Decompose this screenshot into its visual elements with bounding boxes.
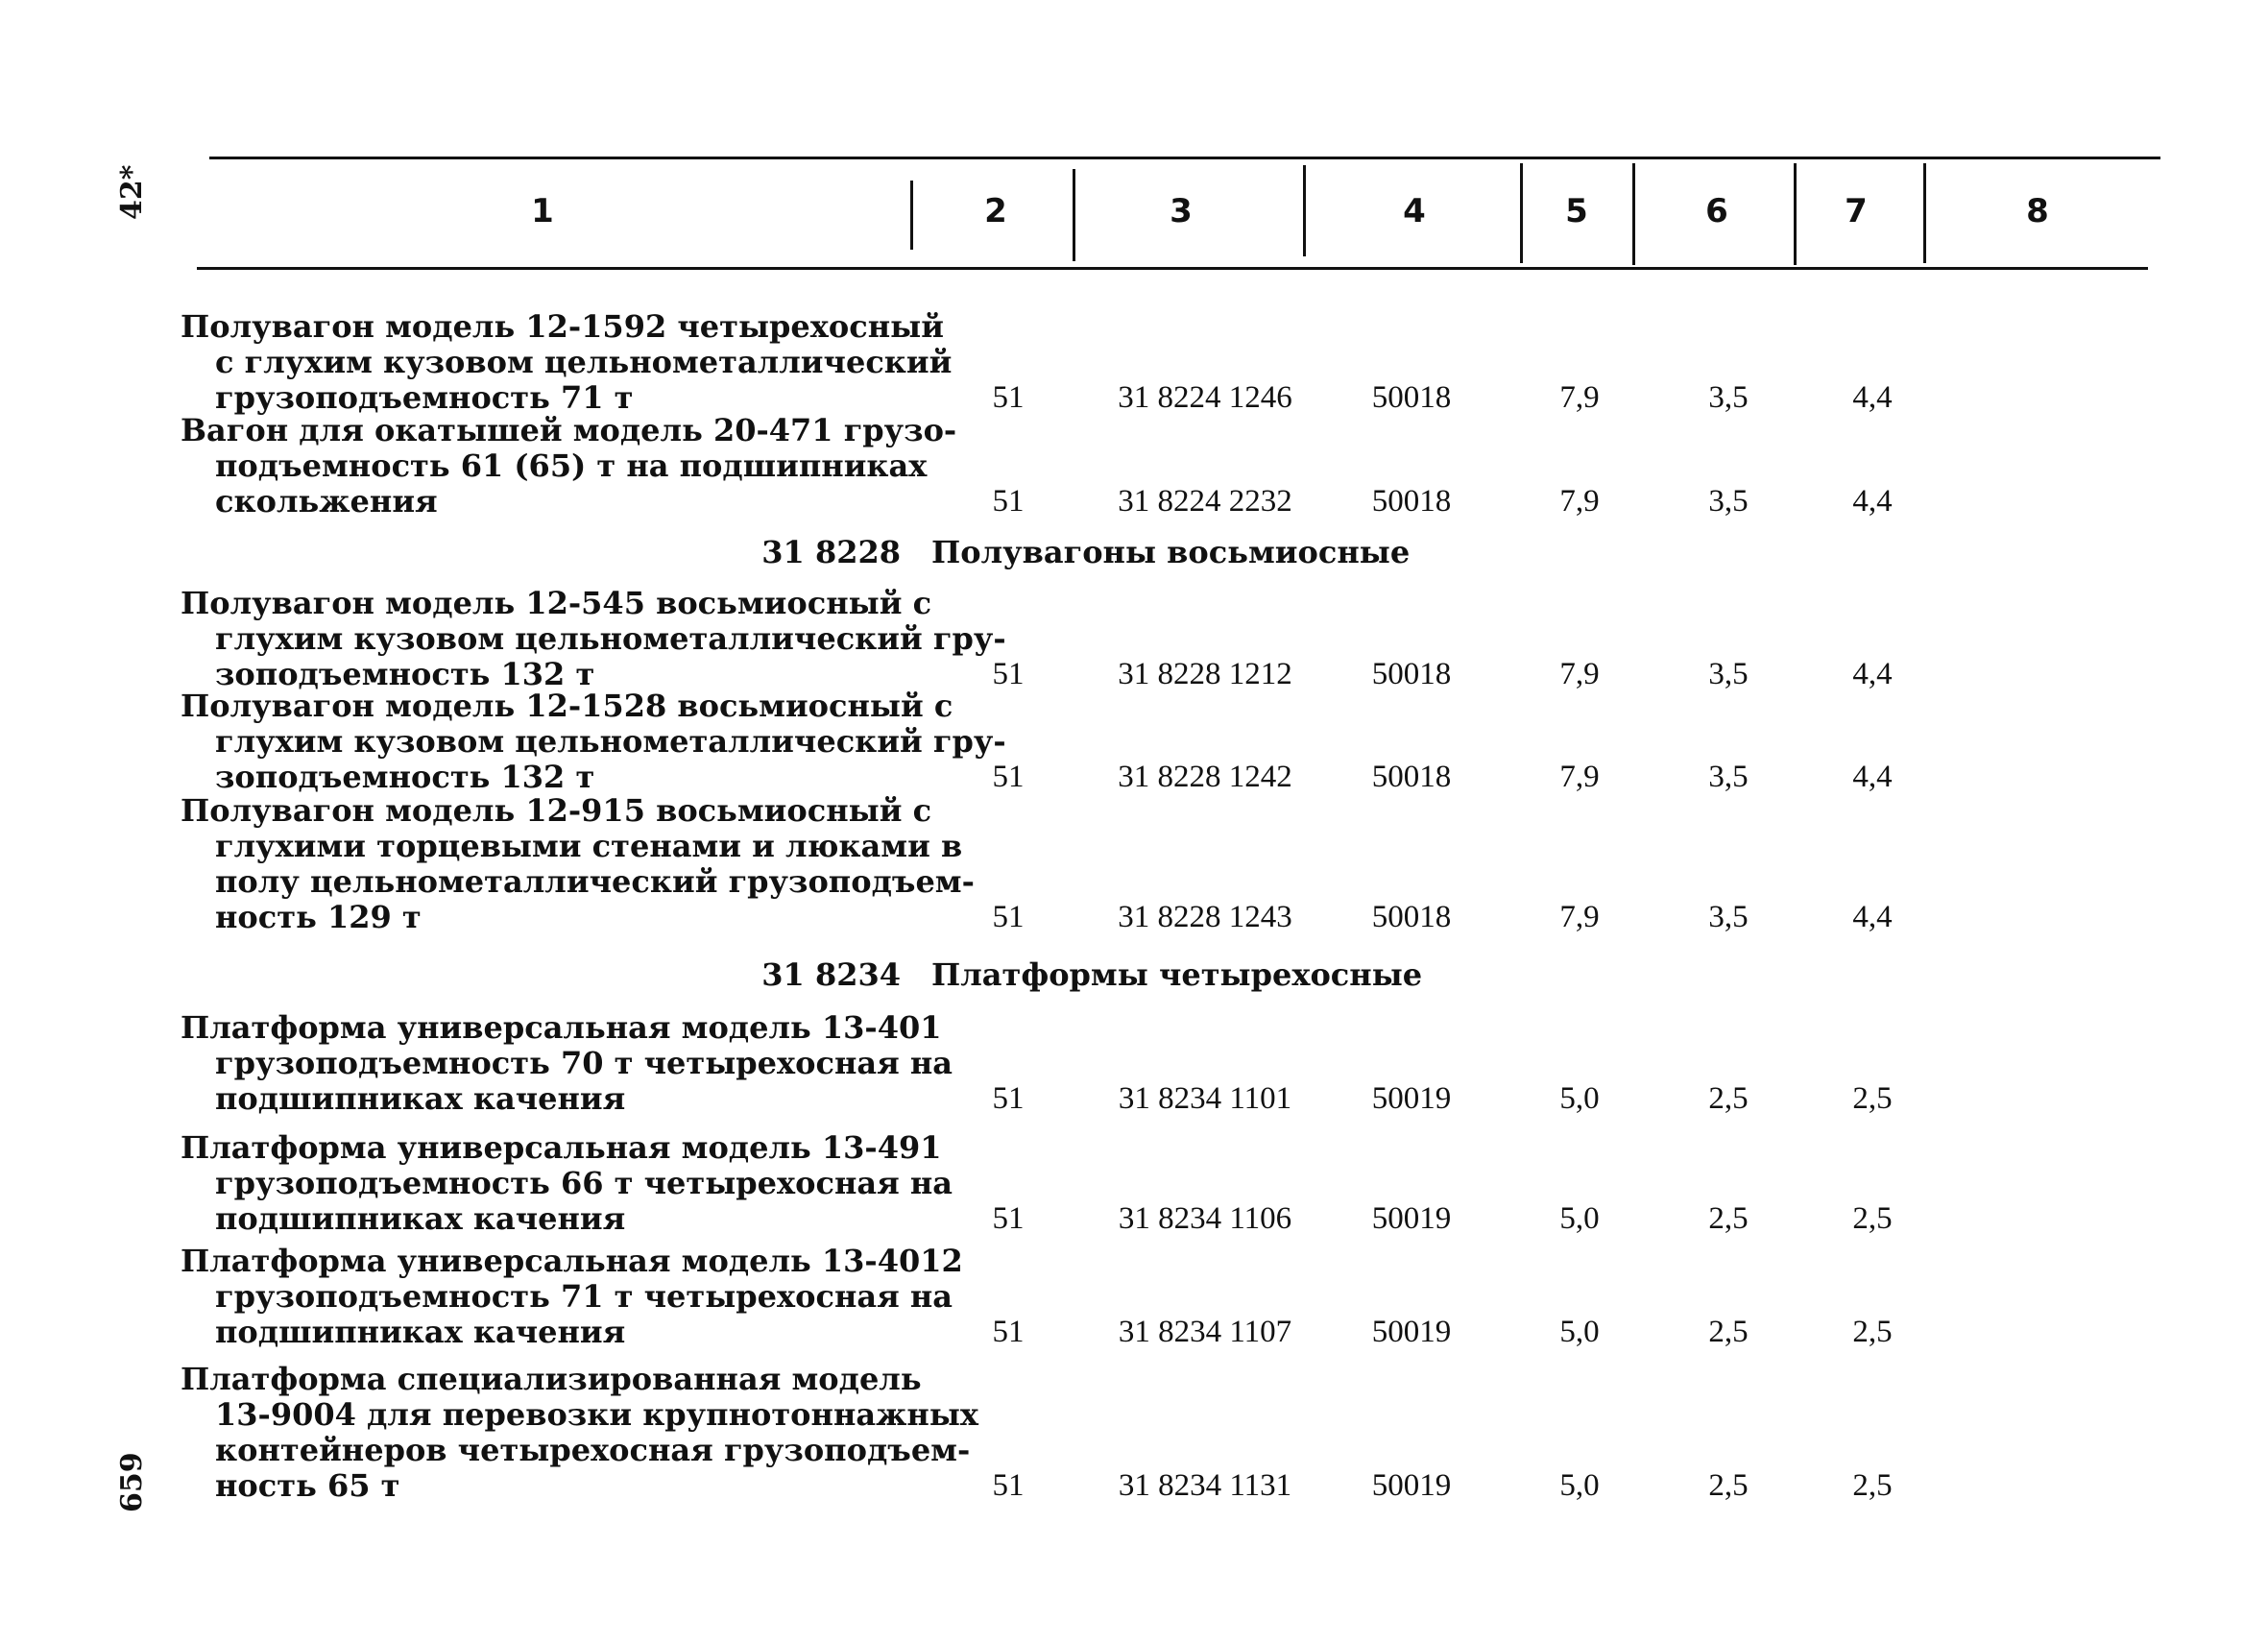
description-line: ность 65 т (215, 1467, 400, 1504)
table-cell-c7: 2,5 (1852, 1468, 1893, 1503)
description-line: Полувагон модель 12-1592 четырехосный (181, 308, 944, 345)
description-line: подшипниках качения (215, 1080, 626, 1117)
page-number: 659 (115, 1452, 149, 1513)
column-divider (910, 181, 913, 250)
description-line: полу цельнометаллический грузоподъем- (215, 863, 975, 900)
description-line: с глухим кузовом цельнометаллический (215, 344, 953, 380)
row-description (181, 1243, 963, 1350)
table-cell-c5: 5,0 (1559, 1201, 1600, 1236)
column-header: 1 (531, 192, 554, 230)
table-cell-c7: 4,4 (1852, 760, 1893, 794)
description-line: Полувагон модель 12-545 восьмиосный с (181, 585, 932, 621)
table-cell-c6: 3,5 (1708, 484, 1749, 519)
table-cell-c2: 51 (992, 657, 1025, 691)
table-cell-c3: 31 8234 1101 (1118, 1081, 1292, 1116)
table-cell-c3: 31 8228 1242 (1118, 760, 1292, 794)
table-cell-c3: 31 8228 1243 (1118, 900, 1292, 934)
row-description (181, 1009, 953, 1117)
table-cell-c2: 51 (992, 1468, 1025, 1503)
description-line: Платформа специализированная модель (181, 1361, 922, 1397)
table-cell-c4: 50018 (1371, 657, 1452, 691)
description-line: Платформа универсальная модель 13-491 (181, 1129, 942, 1166)
table-cell-c6: 2,5 (1708, 1081, 1749, 1116)
table-cell-c6: 3,5 (1708, 380, 1749, 415)
table-cell-c2: 51 (992, 1315, 1025, 1349)
table-cell-c7: 2,5 (1852, 1201, 1893, 1236)
description-line: Платформа универсальная модель 13-4012 (181, 1243, 963, 1279)
table-cell-c4: 50018 (1371, 484, 1452, 519)
table-cell-c6: 2,5 (1708, 1201, 1749, 1236)
column-divider (1073, 169, 1075, 261)
description-line: грузоподъемность 70 т четырехосная на (215, 1045, 953, 1081)
column-divider (1303, 165, 1306, 256)
description-line: Полувагон модель 12-915 восьмиосный с (181, 792, 932, 829)
description-line: контейнеров четырехосная грузоподъем- (215, 1432, 971, 1468)
section-title: Платформы четырехосные (931, 956, 1423, 993)
row-description (181, 1129, 953, 1237)
row-description (181, 688, 1006, 795)
column-header: 2 (984, 192, 1007, 230)
table-cell-c6: 2,5 (1708, 1315, 1749, 1349)
description-line: 13-9004 для перевозки крупнотоннажных (215, 1396, 978, 1433)
column-divider (1632, 163, 1635, 265)
table-cell-c7: 4,4 (1852, 900, 1893, 934)
table-cell-c2: 51 (992, 760, 1025, 794)
description-line: глухим кузовом цельнометаллический гру- (215, 723, 1006, 760)
column-header: 4 (1403, 192, 1426, 230)
table-header-rule (197, 267, 2148, 270)
description-line: подъемность 61 (65) т на подшипниках (215, 447, 928, 484)
description-line: грузоподъемность 71 т четырехосная на (215, 1278, 953, 1315)
row-description (181, 308, 953, 416)
table-cell-c7: 4,4 (1852, 484, 1893, 519)
description-line: грузоподъемность 71 т (215, 379, 634, 416)
table-cell-c2: 51 (992, 484, 1025, 519)
column-header: 6 (1705, 192, 1728, 230)
table-cell-c5: 7,9 (1559, 380, 1600, 415)
row-description (181, 412, 957, 520)
description-line: Вагон для окатышей модель 20-471 грузо- (181, 412, 957, 448)
table-cell-c7: 4,4 (1852, 380, 1893, 415)
table-top-rule (209, 157, 2160, 159)
description-line: подшипниках качения (215, 1200, 626, 1237)
description-line: подшипниках качения (215, 1314, 626, 1350)
table-cell-c5: 7,9 (1559, 900, 1600, 934)
description-line: глухими торцевыми стенами и люками в (215, 828, 963, 864)
description-line: зоподъемность 132 т (215, 656, 595, 692)
description-line: глухим кузовом цельнометаллический гру- (215, 620, 1006, 657)
table-cell-c3: 31 8234 1131 (1118, 1468, 1292, 1503)
description-line: Полувагон модель 12-1528 восьмиосный с (181, 688, 953, 724)
column-header: 7 (1845, 192, 1868, 230)
description-line: Платформа универсальная модель 13-401 (181, 1009, 942, 1046)
column-header: 8 (2026, 192, 2049, 230)
table-cell-c5: 7,9 (1559, 657, 1600, 691)
table-cell-c2: 51 (992, 1081, 1025, 1116)
table-cell-c3: 31 8234 1107 (1118, 1315, 1292, 1349)
table-cell-c7: 4,4 (1852, 657, 1893, 691)
row-description (181, 1361, 978, 1504)
table-cell-c3: 31 8224 1246 (1118, 380, 1292, 415)
table-cell-c7: 2,5 (1852, 1081, 1893, 1116)
column-divider (1520, 163, 1523, 263)
section-title: Полувагоны восьмиосные (931, 534, 1411, 570)
table-cell-c2: 51 (992, 900, 1025, 934)
description-line: зоподъемность 132 т (215, 759, 595, 795)
section-code: 31 8228 (761, 534, 901, 570)
table-cell-c6: 3,5 (1708, 900, 1749, 934)
table-cell-c5: 5,0 (1559, 1315, 1600, 1349)
margin-note: 42* (115, 164, 149, 220)
table-cell-c4: 50019 (1371, 1468, 1452, 1503)
description-line: грузоподъемность 66 т четырехосная на (215, 1165, 953, 1201)
table-cell-c4: 50018 (1371, 380, 1452, 415)
table-cell-c6: 2,5 (1708, 1468, 1749, 1503)
section-code: 31 8234 (761, 956, 901, 993)
table-cell-c5: 7,9 (1559, 760, 1600, 794)
table-cell-c3: 31 8224 2232 (1118, 484, 1292, 519)
table-cell-c3: 31 8234 1106 (1118, 1201, 1292, 1236)
table-cell-c5: 5,0 (1559, 1468, 1600, 1503)
table-cell-c4: 50018 (1371, 900, 1452, 934)
table-cell-c2: 51 (992, 1201, 1025, 1236)
row-description (181, 792, 975, 935)
column-divider (1794, 163, 1797, 265)
table-cell-c4: 50019 (1371, 1315, 1452, 1349)
table-cell-c5: 7,9 (1559, 484, 1600, 519)
description-line: ность 129 т (215, 899, 422, 935)
table-cell-c3: 31 8228 1212 (1118, 657, 1292, 691)
column-header: 3 (1170, 192, 1193, 230)
column-header: 5 (1565, 192, 1588, 230)
row-description (181, 585, 1006, 692)
table-cell-c5: 5,0 (1559, 1081, 1600, 1116)
table-cell-c4: 50019 (1371, 1081, 1452, 1116)
table-cell-c4: 50019 (1371, 1201, 1452, 1236)
column-divider (1923, 163, 1926, 263)
table-cell-c6: 3,5 (1708, 760, 1749, 794)
table-cell-c2: 51 (992, 380, 1025, 415)
table-cell-c4: 50018 (1371, 760, 1452, 794)
description-line: скольжения (215, 483, 438, 520)
table-cell-c6: 3,5 (1708, 657, 1749, 691)
table-cell-c7: 2,5 (1852, 1315, 1893, 1349)
